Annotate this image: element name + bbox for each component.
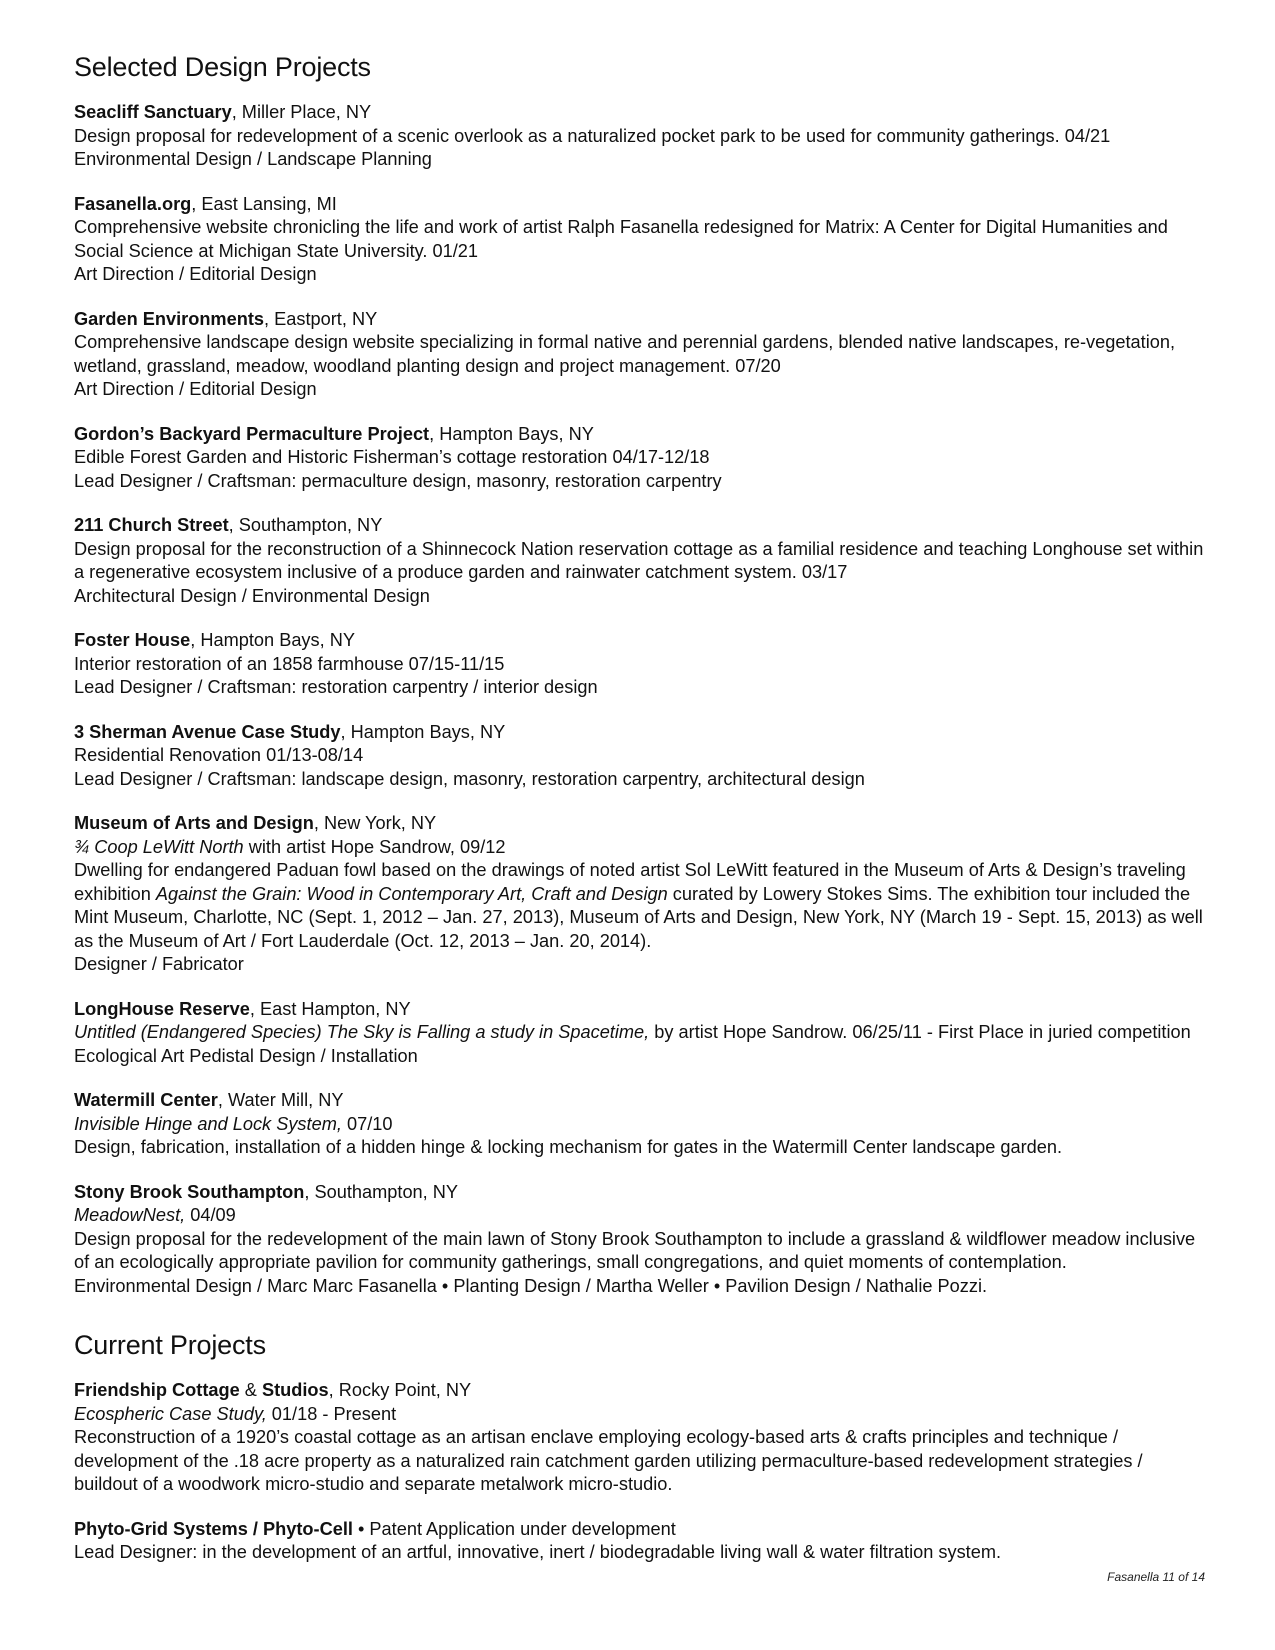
project-location: , New York, NY bbox=[313, 813, 437, 833]
project-location: , Hampton Bays, NY bbox=[190, 630, 355, 650]
resume-page bbox=[74, 52, 1204, 1586]
project-title: Fasanella.org bbox=[74, 193, 192, 214]
project-entry bbox=[74, 998, 1204, 1069]
project-role: Lead Designer / Craftsman: landscape design, masonry, restoration carpentry, architectural design bbox=[74, 768, 865, 789]
project-credits: Environmental Design / Marc Marc Fasanella • Planting Design / Martha Weller • Pavilion Design / Nathalie Pozzi. bbox=[74, 1275, 988, 1296]
project-description: Edible Forest Garden and Historic Fisherman’s cottage restoration 04/17-12/18 bbox=[74, 447, 710, 467]
project-description: Design, fabrication, installation of a hidden hinge & locking mechanism for gates in the Watermill Center landscape garden. bbox=[74, 1137, 1063, 1157]
project-subtitle: ¾ Coop LeWitt North with artist Hope Sandrow, 09/12 bbox=[74, 836, 506, 857]
project-role: Architectural Design / Environmental Design bbox=[74, 585, 430, 606]
project-location: , Hampton Bays, NY bbox=[429, 423, 594, 444]
project-entry bbox=[74, 721, 1204, 792]
project-role: Lead Designer / Craftsman: restoration carpentry / interior design bbox=[74, 677, 598, 697]
project-description: Interior restoration of an 1858 farmhouse 07/15-11/15 bbox=[74, 653, 505, 674]
project-description: Comprehensive landscape design website specializing in formal native and perennial gardens, blended native landscapes, re-vegetation, wetland, grassland, meadow, woodland planting design and project management. 07/20 bbox=[74, 332, 1176, 376]
project-title: 211 Church Street bbox=[74, 515, 229, 535]
page-footer: Fasanella 11 of 14 bbox=[1107, 1570, 1205, 1584]
artwork-title: MeadowNest, bbox=[74, 1205, 186, 1225]
exhibition-title: Against the Grain: Wood in Contemporary Art, Craft and Design bbox=[155, 883, 668, 904]
artwork-title: Invisible Hinge and Lock System, bbox=[74, 1113, 342, 1134]
project-title: Garden Environments bbox=[74, 308, 265, 329]
section-heading-current-projects: Current Projects bbox=[74, 1330, 266, 1360]
project-role: Lead Designer / Craftsman: permaculture design, masonry, restoration carpentry bbox=[74, 470, 722, 491]
case-study-title: Ecospheric Case Study, bbox=[74, 1403, 267, 1424]
project-role: Art Direction / Editorial Design bbox=[74, 379, 317, 399]
project-location: , Eastport, NY bbox=[264, 308, 378, 329]
project-entry bbox=[74, 101, 1204, 172]
project-entry bbox=[74, 514, 1204, 608]
project-title: Seacliff Sanctuary bbox=[74, 102, 232, 122]
project-title: Stony Brook Southampton bbox=[74, 1181, 305, 1202]
project-entry bbox=[74, 629, 1204, 700]
project-description: Reconstruction of a 1920’s coastal cottage as an artisan enclave employing ecology-based arts & crafts principles and technique / development of the .18 acre property as a naturalized rain catchment garden utilizing permaculture-based redevelopment strategies / buildout of a woodwork micro-studio and separate metalwork micro-studio. bbox=[74, 1427, 1143, 1494]
artwork-title: ¾ Coop LeWitt North bbox=[74, 836, 244, 857]
project-title: Museum of Arts and Design bbox=[74, 813, 314, 833]
project-location: , Water Mill, NY bbox=[217, 1090, 344, 1110]
project-description: Dwelling for endangered Paduan fowl based on the drawings of noted artist Sol LeWitt featured in the Museum of Arts & Design’s traveling exhibition Against the Grain: Wood in Contemporary Art, Craft and Design curated by Lowery Stokes Sims. The exhibition tour included the Mint Museum, Charlotte, NC (Sept. 1, 2012 – Jan. 27, 2013), Museum of Arts and Design, New York, NY (March 19 - Sept. 15, 2013) as well as the Museum of Art / Fort Lauderdale (Oct. 12, 2013 – Jan. 20, 2014). bbox=[74, 860, 1203, 951]
project-title: 3 Sherman Avenue Case Study bbox=[74, 721, 341, 742]
project-subtitle: MeadowNest, 04/09 bbox=[74, 1205, 236, 1225]
project-title: Foster House bbox=[74, 630, 191, 650]
project-title: Gordon’s Backyard Permaculture Project bbox=[74, 423, 430, 444]
project-entry bbox=[74, 1518, 1204, 1565]
project-role: Art Direction / Editorial Design bbox=[74, 264, 317, 284]
project-subtitle: Untitled (Endangered Species) The Sky is Falling a study in Spacetime, by artist Hope Sandrow. 06/25/11 - First Place in juried competition bbox=[74, 1022, 1191, 1042]
project-location: , East Lansing, MI bbox=[191, 193, 337, 214]
project-entry bbox=[74, 1089, 1204, 1160]
project-location: , East Hampton, NY bbox=[249, 998, 411, 1019]
section-heading-selected-design-projects: Selected Design Projects bbox=[74, 52, 371, 82]
project-description: Design proposal for redevelopment of a scenic overlook as a naturalized pocket park to be used for community gatherings. 04/21 bbox=[74, 125, 1111, 146]
artwork-title: Untitled (Endangered Species) The Sky is Falling a study in Spacetime, bbox=[74, 1022, 650, 1042]
project-description: Design proposal for the reconstruction of a Shinnecock Nation reservation cottage as a familial residence and teaching Longhouse set within a regenerative ecosystem inclusive of a produce garden and rainwater catchment system. 03/17 bbox=[74, 538, 1204, 582]
project-entry bbox=[74, 423, 1204, 494]
project-subtitle: Ecospheric Case Study, 01/18 - Present bbox=[74, 1403, 397, 1424]
project-entry bbox=[74, 812, 1204, 977]
project-entry bbox=[74, 308, 1204, 402]
project-title: Phyto-Grid Systems / Phyto-Cell bbox=[74, 1518, 353, 1539]
project-title: Watermill Center bbox=[74, 1090, 218, 1110]
project-location: , Southampton, NY bbox=[304, 1181, 459, 1202]
project-description: Comprehensive website chronicling the life and work of artist Ralph Fasanella redesigned for Matrix: A Center for Digital Humanities and Social Science at Michigan State University. 01/21 bbox=[74, 217, 1168, 261]
project-location: , Southampton, NY bbox=[228, 515, 383, 535]
project-description: Design proposal for the redevelopment of the main lawn of Stony Brook Southampton to include a grassland & wildflower meadow inclusive of an ecologically appropriate pavilion for community gatherings, small congregations, and quiet moments of contemplation. bbox=[74, 1228, 1196, 1272]
project-location: , Miller Place, NY bbox=[231, 102, 372, 122]
project-status: • Patent Application under development bbox=[352, 1518, 676, 1539]
project-role: Environmental Design / Landscape Planning bbox=[74, 149, 432, 169]
project-subtitle: Invisible Hinge and Lock System, 07/10 bbox=[74, 1113, 393, 1134]
project-title-studios: Studios bbox=[261, 1380, 329, 1400]
project-location: , Rocky Point, NY bbox=[328, 1380, 472, 1400]
project-description: Lead Designer: in the development of an artful, innovative, inert / biodegradable living wall & water filtration system. bbox=[74, 1542, 1002, 1562]
project-title: LongHouse Reserve bbox=[74, 998, 250, 1019]
project-description: Residential Renovation 01/13-08/14 bbox=[74, 745, 364, 765]
project-entry: Friendship Cottage & Studios, Rocky Point, NY Ecospheric Case Study, 01/18 - Present Reconstruction of a 1920’s coastal cottage as an artisan enclave employing ecology-based arts & crafts principles and technique / development of the .18 acre property as a naturalized rain catchment garden utilizing permaculture-based redevelopment strategies / buildout of a woodwork micro-studio and separate metalwork micro-studio. bbox=[74, 1379, 1204, 1497]
project-title: Friendship Cottage bbox=[74, 1380, 240, 1400]
project-role: Ecological Art Pedistal Design / Installation bbox=[74, 1045, 418, 1066]
project-entry bbox=[74, 1181, 1204, 1299]
project-role: Designer / Fabricator bbox=[74, 954, 244, 974]
project-entry bbox=[74, 193, 1204, 287]
project-location: , Hampton Bays, NY bbox=[340, 721, 506, 742]
